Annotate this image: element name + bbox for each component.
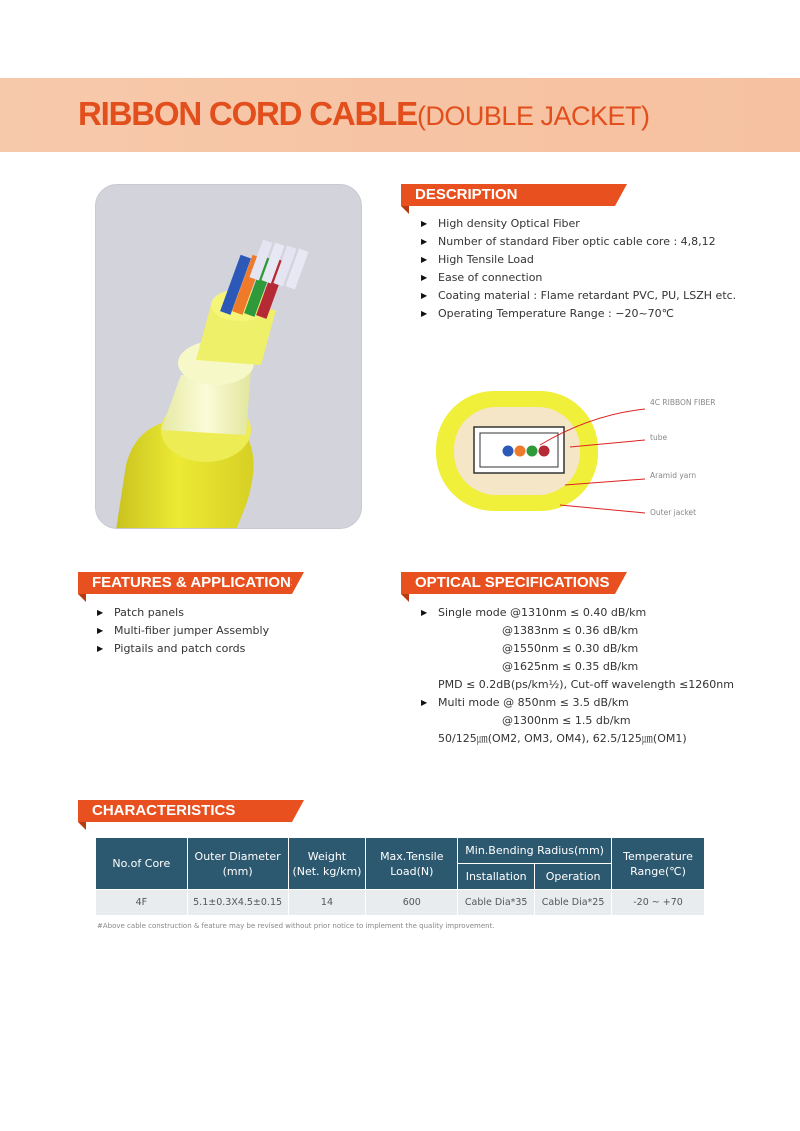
spec-single-mode: ▶ Single mode @1310nm ≤ 0.40 dB/km [421,604,646,622]
spec-1383: @1383nm ≤ 0.36 dB/km [502,624,639,637]
list-item: ▶ Multi-fiber jumper Assembly [97,622,269,640]
leader-jacket [560,505,645,513]
list-item: ▶ High density Optical Fiber [421,215,736,233]
list-item: ▶ High Tensile Load [421,251,736,269]
characteristics-table [95,837,705,916]
footnote: #Above cable construction & feature may be revised without prior notice to implement the quality improvement. [97,922,495,930]
cell-operation: Cable Dia*25 [535,890,612,916]
header-core: No.of Core [96,838,188,890]
list-item: ▶ Ease of connection [421,269,736,287]
optical-single-list [421,604,646,622]
description-heading: DESCRIPTION [401,184,615,206]
header-weight: Weight (Net. kg/km) [288,838,366,890]
title-sub: (DOUBLE JACKET) [416,101,650,131]
header-installation: Installation [458,864,535,890]
cell-core: 4F [96,890,188,916]
fiber-dot-green [527,446,538,457]
cell-temperature: -20 ~ +70 [612,890,705,916]
table-row [96,890,705,916]
fiber-dot-orange [515,446,526,457]
header-tensile: Max.Tensile Load(N) [366,838,458,890]
cross-section-diagram [430,385,660,525]
list-item: ▶ Number of standard Fiber optic cable core : 4,8,12 [421,233,736,251]
spec-1625: @1625nm ≤ 0.35 dB/km [502,660,639,673]
list-item: ▶ Pigtails and patch cords [97,640,269,658]
features-list [97,604,269,658]
list-item: ▶ Patch panels [97,604,269,622]
cable-photo [95,184,362,529]
spec-1550: @1550nm ≤ 0.30 dB/km [502,642,639,655]
spec-multi-mode: ▶ Multi mode @ 850nm ≤ 3.5 dB/km [421,694,629,712]
list-item: ▶ Operating Temperature Range : −20~70℃ [421,305,736,323]
cell-diameter: 5.1±0.3X4.5±0.15 [187,890,288,916]
spec-pmd: PMD ≤ 0.2dB(ps/km½), Cut-off wavelength ≤1260nm [438,678,734,691]
fiber-dot-blue [503,446,514,457]
features-heading: FEATURES & APPLICATIONS [78,572,292,594]
label-tube: tube [650,433,668,442]
list-item: ▶ Coating material : Flame retardant PVC, PU, LSZH etc. [421,287,736,305]
header-bending: Min.Bending Radius(mm) [458,838,612,864]
spec-fiber-types: 50/125㎛(OM2, OM3, OM4), 62.5/125㎛(OM1) [438,732,687,745]
label-outer-jacket: Outer jacket [650,508,697,517]
title-main: RIBBON CORD CABLE [78,95,417,132]
header-operation: Operation [535,864,612,890]
optical-heading: OPTICAL SPECIFICATIONS [401,572,615,594]
characteristics-heading: CHARACTERISTICS [78,800,292,822]
spec-1300: @1300nm ≤ 1.5 db/km [502,714,631,727]
label-ribbon-fiber: 4C RIBBON FIBER [650,398,716,407]
cell-installation: Cable Dia*35 [458,890,535,916]
description-list [421,215,736,323]
label-aramid-yarn: Aramid yarn [650,471,697,480]
header-temperature: Temperature Range(℃) [612,838,705,890]
cable-illustration [96,185,362,529]
optical-multi-list [421,694,629,712]
cell-weight: 14 [288,890,366,916]
fiber-dot-red [539,446,550,457]
cell-tensile: 600 [366,890,458,916]
page-title [78,95,649,133]
header-diameter: Outer Diameter (mm) [187,838,288,890]
